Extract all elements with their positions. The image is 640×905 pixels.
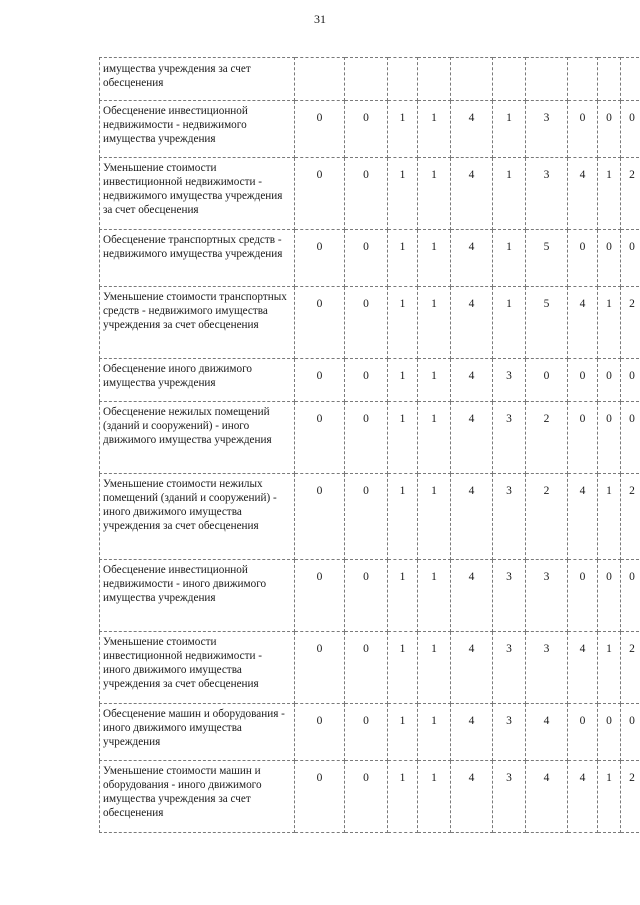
- code-digit-cell: 4: [451, 101, 493, 158]
- code-digit-cell: 2: [526, 474, 568, 560]
- code-digit-cell: 4: [451, 287, 493, 359]
- code-digit-cell: 4: [451, 560, 493, 632]
- code-digit-cell: 0: [345, 359, 388, 402]
- code-digit-cell: 3: [493, 761, 526, 833]
- code-digit-cell: 4: [451, 761, 493, 833]
- code-digit-cell: 1: [388, 101, 418, 158]
- code-digit-cell: 1: [388, 158, 418, 230]
- code-digit-cell: 1: [493, 230, 526, 287]
- code-digit-cell: 1: [493, 101, 526, 158]
- code-digit-cell: [598, 58, 621, 101]
- code-digit-cell: [388, 58, 418, 101]
- code-digit-cell: 0: [295, 287, 345, 359]
- code-digit-cell: 3: [526, 632, 568, 704]
- code-digit-cell: 1: [388, 474, 418, 560]
- code-digit-cell: [418, 58, 451, 101]
- code-digit-cell: 3: [493, 474, 526, 560]
- code-digit-cell: 4: [568, 158, 598, 230]
- table-row: [100, 58, 640, 101]
- code-digit-cell: 3: [526, 158, 568, 230]
- code-digit-cell: 1: [388, 230, 418, 287]
- code-digit-cell: 1: [388, 402, 418, 474]
- code-digit-cell: 0: [345, 704, 388, 761]
- code-digit-cell: 0: [568, 560, 598, 632]
- code-digit-cell: 1: [388, 560, 418, 632]
- code-digit-cell: 1: [418, 632, 451, 704]
- table-row: [100, 230, 640, 287]
- code-digit-cell: 3: [493, 359, 526, 402]
- code-digit-cell: 1: [388, 704, 418, 761]
- code-digit-cell: 4: [568, 474, 598, 560]
- code-digit-cell: 2: [621, 632, 640, 704]
- code-digit-cell: 0: [568, 704, 598, 761]
- code-digit-cell: 4: [451, 704, 493, 761]
- code-digit-cell: 0: [568, 230, 598, 287]
- table-row: [100, 402, 640, 474]
- code-digit-cell: 3: [493, 704, 526, 761]
- code-digit-cell: 0: [295, 230, 345, 287]
- code-digit-cell: 1: [418, 359, 451, 402]
- code-digit-cell: 5: [526, 230, 568, 287]
- code-digit-cell: 0: [621, 359, 640, 402]
- code-digit-cell: 0: [568, 101, 598, 158]
- code-digit-cell: 1: [388, 287, 418, 359]
- table-row: [100, 704, 640, 761]
- row-description: Уменьшение стоимости инвестиционной недвижимости - иного движимого имущества учреждения за счет обесценения: [100, 632, 295, 704]
- code-digit-cell: 0: [598, 704, 621, 761]
- row-description: Уменьшение стоимости машин и оборудования - иного движимого имущества учреждения за счет обесценения: [100, 761, 295, 833]
- code-digit-cell: 0: [621, 101, 640, 158]
- code-digit-cell: 3: [493, 632, 526, 704]
- code-digit-cell: 1: [418, 474, 451, 560]
- row-description: Обесценение нежилых помещений (зданий и сооружений) - иного движимого имущества учреждения: [100, 402, 295, 474]
- code-digit-cell: 1: [598, 761, 621, 833]
- code-digit-cell: 0: [345, 632, 388, 704]
- code-digit-cell: 0: [345, 101, 388, 158]
- code-digit-cell: 0: [345, 761, 388, 833]
- code-digit-cell: 1: [598, 632, 621, 704]
- code-digit-cell: [493, 58, 526, 101]
- code-digit-cell: 0: [568, 359, 598, 402]
- code-digit-cell: 0: [345, 158, 388, 230]
- row-description: Обесценение инвестиционной недвижимости - иного движимого имущества учреждения: [100, 560, 295, 632]
- code-digit-cell: 0: [621, 402, 640, 474]
- code-digit-cell: 4: [568, 632, 598, 704]
- code-digit-cell: 0: [526, 359, 568, 402]
- code-digit-cell: 0: [295, 359, 345, 402]
- row-description: Обесценение иного движимого имущества учреждения: [100, 359, 295, 402]
- code-digit-cell: 1: [418, 230, 451, 287]
- code-digit-cell: 0: [295, 101, 345, 158]
- row-description: Обесценение инвестиционной недвижимости - недвижимого имущества учреждения: [100, 101, 295, 158]
- row-description: имущества учреждения за счет обесценения: [100, 58, 295, 101]
- table-row: [100, 287, 640, 359]
- row-description: Уменьшение стоимости нежилых помещений (зданий и сооружений) - иного движимого имущества учреждения за счет обесценения: [100, 474, 295, 560]
- code-digit-cell: [568, 58, 598, 101]
- code-digit-cell: 0: [345, 287, 388, 359]
- code-digit-cell: 1: [388, 632, 418, 704]
- code-digit-cell: 0: [598, 230, 621, 287]
- row-description: Уменьшение стоимости инвестиционной недвижимости - недвижимого имущества учреждения за счет обесценения: [100, 158, 295, 230]
- code-digit-cell: 4: [451, 158, 493, 230]
- code-digit-cell: 0: [621, 704, 640, 761]
- code-digit-cell: 4: [451, 359, 493, 402]
- code-digit-cell: 1: [598, 158, 621, 230]
- code-digit-cell: 0: [345, 474, 388, 560]
- code-digit-cell: 0: [295, 474, 345, 560]
- code-digit-cell: 3: [493, 402, 526, 474]
- code-digit-cell: 0: [598, 402, 621, 474]
- code-digit-cell: 2: [621, 158, 640, 230]
- code-digit-cell: 4: [451, 402, 493, 474]
- table-row: [100, 158, 640, 230]
- code-digit-cell: 0: [295, 402, 345, 474]
- code-digit-cell: 4: [451, 632, 493, 704]
- code-digit-cell: 0: [295, 560, 345, 632]
- code-digit-cell: [526, 58, 568, 101]
- code-digit-cell: 0: [295, 158, 345, 230]
- table-row: [100, 359, 640, 402]
- code-digit-cell: [621, 58, 640, 101]
- code-digit-cell: 1: [388, 761, 418, 833]
- code-digit-cell: [295, 58, 345, 101]
- code-digit-cell: 0: [295, 704, 345, 761]
- code-digit-cell: 0: [621, 230, 640, 287]
- code-digit-cell: 4: [526, 704, 568, 761]
- code-digit-cell: 3: [526, 101, 568, 158]
- row-description: Обесценение машин и оборудования - иного движимого имущества учреждения: [100, 704, 295, 761]
- code-digit-cell: [451, 58, 493, 101]
- table-row: [100, 101, 640, 158]
- code-digit-cell: 0: [621, 560, 640, 632]
- code-digit-cell: 5: [526, 287, 568, 359]
- code-digit-cell: 0: [598, 359, 621, 402]
- code-digit-cell: 2: [621, 474, 640, 560]
- code-digit-cell: 4: [568, 287, 598, 359]
- code-digit-cell: 1: [493, 287, 526, 359]
- table-row: [100, 560, 640, 632]
- code-digit-cell: 0: [295, 761, 345, 833]
- code-digit-cell: 1: [418, 704, 451, 761]
- code-digit-cell: 1: [418, 101, 451, 158]
- code-digit-cell: 3: [493, 560, 526, 632]
- table-row: [100, 474, 640, 560]
- code-digit-cell: 1: [418, 402, 451, 474]
- code-digit-cell: 1: [418, 158, 451, 230]
- code-digit-cell: 2: [621, 761, 640, 833]
- code-digit-cell: [345, 58, 388, 101]
- code-digit-cell: 4: [526, 761, 568, 833]
- code-digit-cell: 1: [493, 158, 526, 230]
- code-digit-cell: 0: [295, 632, 345, 704]
- code-digit-cell: 0: [568, 402, 598, 474]
- code-digit-cell: 4: [451, 474, 493, 560]
- code-digit-cell: 3: [526, 560, 568, 632]
- code-digit-cell: 0: [345, 230, 388, 287]
- code-digit-cell: 2: [526, 402, 568, 474]
- code-digit-cell: 1: [388, 359, 418, 402]
- table-row: [100, 632, 640, 704]
- row-description: Уменьшение стоимости транспортных средств - недвижимого имущества учреждения за счет обесценения: [100, 287, 295, 359]
- code-digit-cell: 2: [621, 287, 640, 359]
- code-digit-cell: 0: [598, 101, 621, 158]
- page-number: 31: [314, 12, 326, 26]
- code-digit-cell: 1: [418, 287, 451, 359]
- code-digit-cell: 1: [418, 761, 451, 833]
- code-digit-cell: 1: [598, 287, 621, 359]
- code-digit-cell: 0: [345, 560, 388, 632]
- code-digit-cell: 4: [568, 761, 598, 833]
- table-row: [100, 761, 640, 833]
- code-digit-cell: 0: [598, 560, 621, 632]
- accounts-table: [99, 57, 640, 833]
- row-description: Обесценение транспортных средств - недвижимого имущества учреждения: [100, 230, 295, 287]
- code-digit-cell: 0: [345, 402, 388, 474]
- code-digit-cell: 1: [598, 474, 621, 560]
- code-digit-cell: 4: [451, 230, 493, 287]
- code-digit-cell: 1: [418, 560, 451, 632]
